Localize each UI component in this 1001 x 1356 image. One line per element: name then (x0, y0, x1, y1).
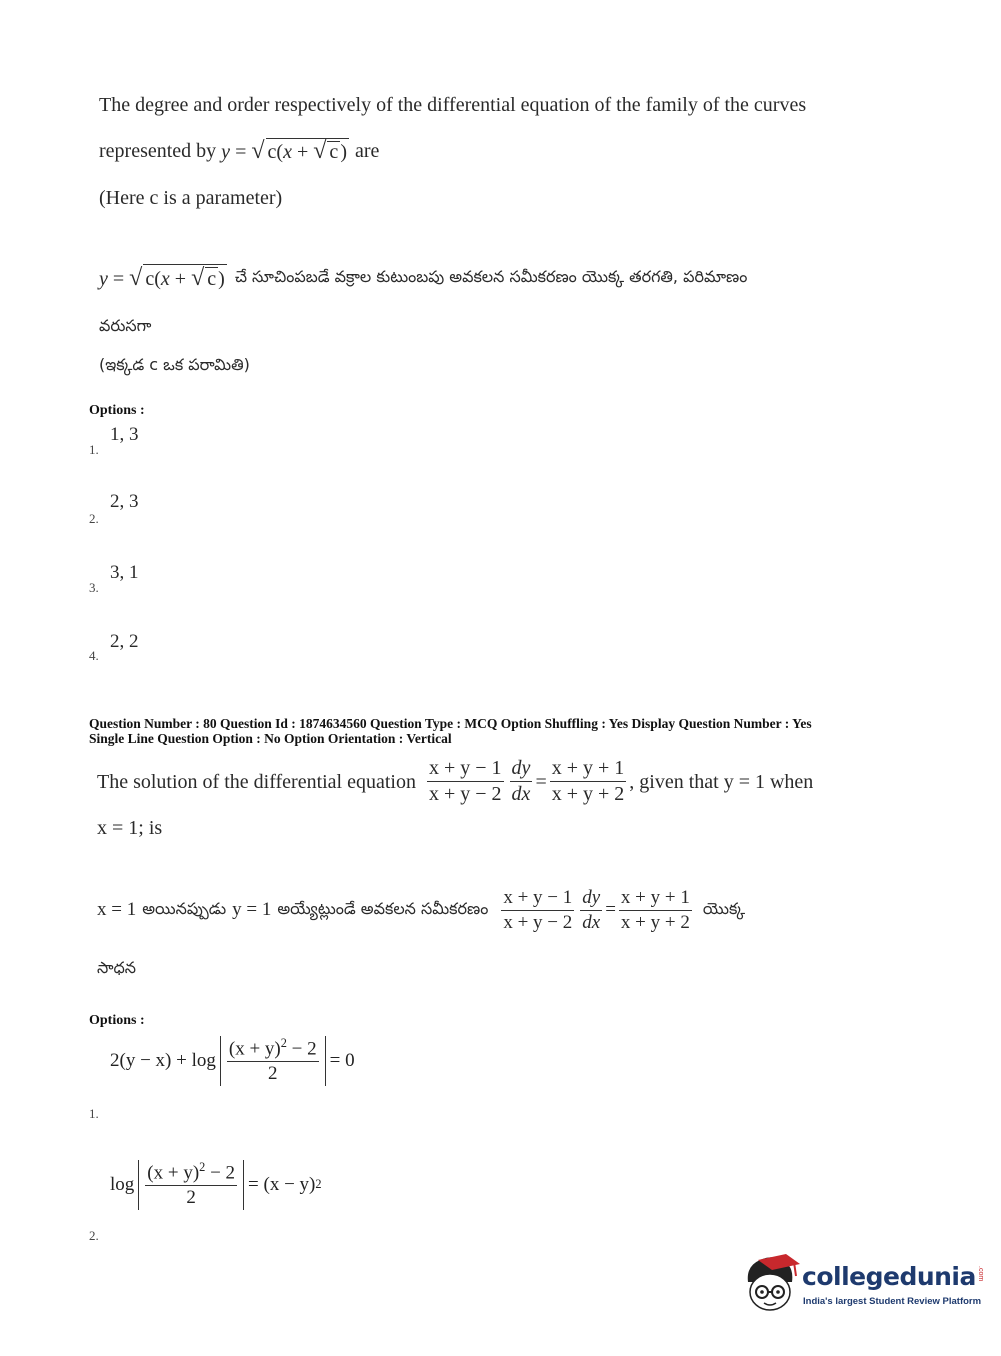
q79-equation: y = √ c(x + √ c ) (221, 138, 347, 164)
q80-meta-line1: Question Number : 80 Question Id : 1874634560 Question Type : MCQ Option Shuffling : Yes Display Question Number : Yes (89, 716, 812, 731)
q79-option-4-number: 4. (89, 648, 99, 663)
q80-telugu-x: x = 1 (97, 899, 137, 921)
q79-telugu-line2: వరుసగా (99, 316, 152, 335)
logo-wordmark (802, 1262, 984, 1291)
q79-english-line2 (99, 138, 379, 163)
q80-english-suffix: , given that y = 1 when (629, 770, 814, 793)
q80-english-line2: x = 1; is (97, 817, 163, 839)
q79-english-line1: The degree and order respectively of the differential equation of the family of the curves (99, 94, 807, 116)
logo-tld: .com (976, 1266, 984, 1282)
q79-option-4-value: 2, 2 (110, 631, 139, 652)
q79-options-label: Options : (89, 403, 145, 418)
q79-option-3-value: 3, 1 (110, 562, 139, 583)
q80-option-2[interactable] (89, 1160, 489, 1250)
q79-line2-suffix: are (354, 139, 380, 162)
q79-telugu-line3: (ఇక్కడ c ఒక పరామితి) (99, 355, 250, 374)
q80-option-2-number: 2. (89, 1228, 99, 1243)
q80-meta-line2: Single Line Question Option : No Option Orientation : Vertical (89, 731, 452, 746)
q80-equation: $\frac{x + y - 1}{x + y - 2}$ $\frac{dy}{dx}$ = $\frac{x + y + 1}{x + y + 2}$ (428, 757, 625, 805)
q79-option-1-number: 1. (89, 442, 99, 457)
q80-option-1-number: 1. (89, 1106, 99, 1121)
q80-english-prefix: The solution of the differential equation (97, 770, 416, 793)
q79-english-line3: (Here c is a parameter) (99, 187, 283, 209)
logo-tagline: India's largest Student Review Platform (803, 1296, 982, 1307)
logo-brand: collegedunia (802, 1262, 976, 1291)
q80-telugu-word1: అయినప్పుడు (142, 898, 227, 918)
q80-option-2-expression: log $\frac{(x + y)^2 - 2}{2}$ = (x − y) 2 (110, 1160, 322, 1209)
q80-telugu-word2: అయ్యేట్లుండే అవకలన సమీకరణం (277, 898, 489, 918)
q80-telugu-y: y = 1 (232, 899, 272, 921)
mascot-icon (742, 1252, 802, 1314)
q79-telugu-line1 (99, 264, 747, 292)
q79-option-1-value: 1, 3 (110, 424, 139, 445)
q80-option-1-expression: 2(y − x) + log $\frac{(x + y)^2 - 2}{2}$ = 0 (110, 1036, 355, 1085)
q79-line2-prefix: represented by (99, 139, 217, 162)
q80-options-label: Options : (89, 1013, 145, 1028)
q80-telugu-line1 (97, 886, 745, 935)
q80-english-line1 (97, 756, 813, 807)
q80-telugu-suffix: యొక్క (702, 898, 746, 918)
q79-telugu-line1-text: చే సూచింపబడే వక్రాల కుటుంబపు అవకలన సమీకరణం యొక్క తరగతి, పరిమాణం (234, 266, 748, 286)
collegedunia-logo[interactable] (742, 1250, 984, 1320)
q79-telugu-equation: y = √ c(x + √ c ) (99, 265, 225, 291)
q80-option-1[interactable] (89, 1036, 489, 1126)
q79-option-3-number: 3. (89, 580, 99, 595)
q80-telugu-equation: $\frac{x + y - 1}{x + y - 2}$ $\frac{dy}{dx}$ = $\frac{x + y + 1}{x + y + 2}$ (503, 887, 690, 933)
q79-option-2-value: 2, 3 (110, 491, 139, 512)
q79-option-2-number: 2. (89, 511, 99, 526)
q80-telugu-line2: సాధన (97, 958, 137, 977)
